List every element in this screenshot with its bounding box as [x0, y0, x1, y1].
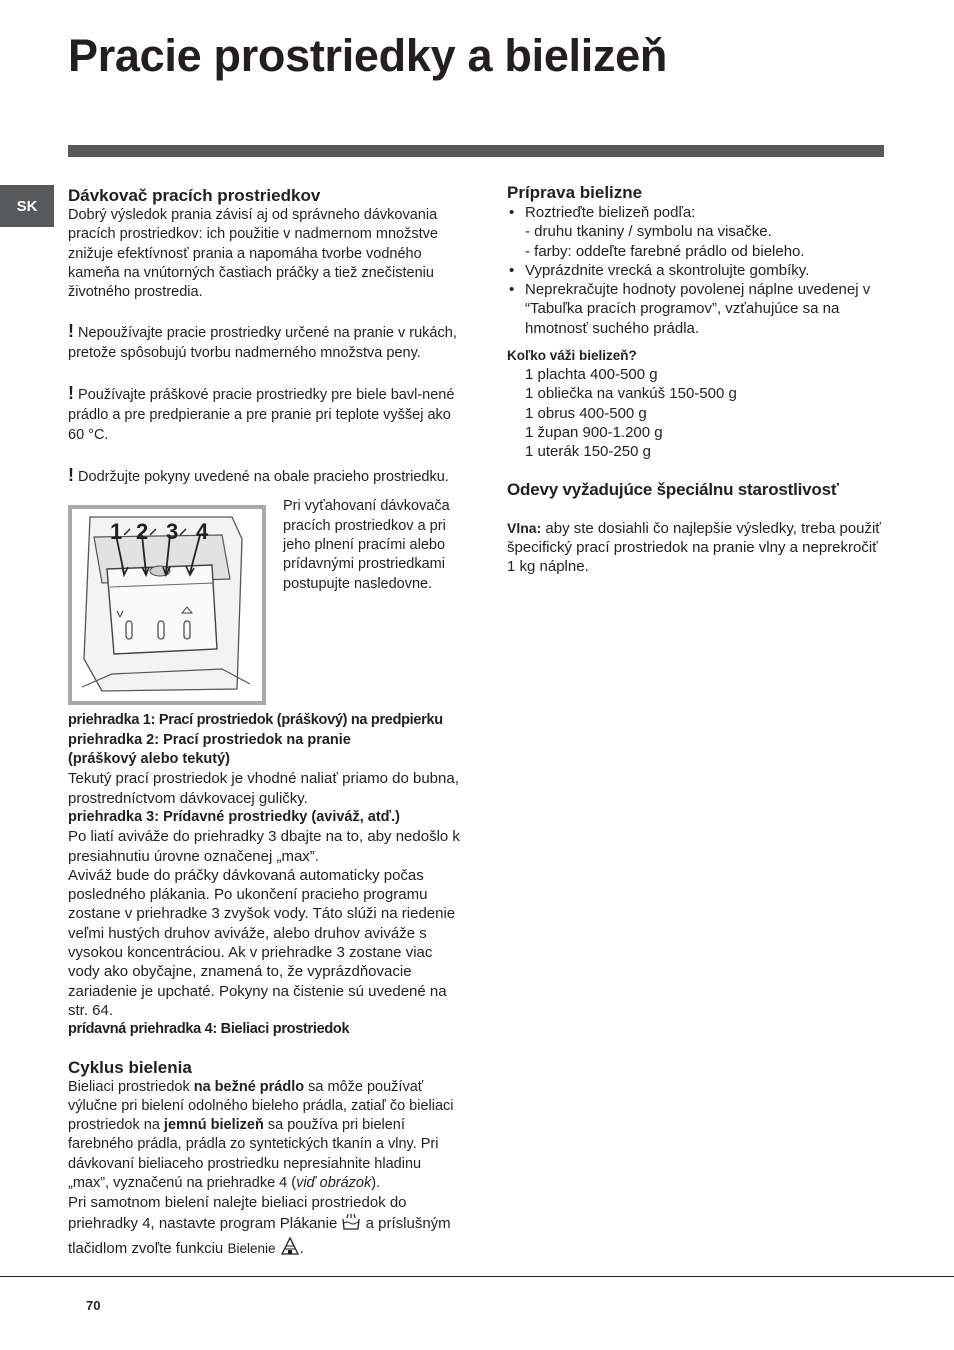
list-item [507, 261, 882, 280]
compartment-label-3: 3 [166, 519, 179, 545]
warning-icon: ! [68, 465, 74, 486]
header-rule [68, 145, 884, 157]
compartment-2: priehradka 2: Prací prostriedok na pranie [68, 731, 351, 748]
warning-icon: ! [68, 383, 74, 404]
compartment-2-sub: (práškový alebo tekutý) [68, 751, 230, 768]
rinse-icon [341, 1213, 361, 1236]
bleach-text: sa môže používať výlučne pri bielení odolného bieleho prádla, zatiaľ čo bieliaci prostriedok na [68, 1078, 454, 1134]
bleach-function-label: Bielenie [227, 1240, 276, 1256]
prep-heading: Príprava bielizne [507, 183, 643, 202]
list-item [507, 280, 882, 338]
sort-sub-2: - farby: oddeľte farebné prádlo od bieleho. [525, 242, 805, 260]
compartment-2-text: Tekutý prací prostriedok je vhodné naliať priamo do bubna, prostredníctvom dávkovacej guličky. [68, 770, 459, 807]
list-item-text: Roztrieďte bielizeň podľa: [525, 204, 696, 221]
weight-item: 1 župan 900-1.200 g [525, 423, 663, 441]
compartment-label-4: 4 [196, 519, 209, 545]
dispenser-figure-row [68, 498, 463, 705]
language-tab: SK [0, 185, 54, 227]
list-item-text: Neprekračujte hodnoty povolenej náplne uvedenej v “Tabuľka pracích programov”, vzťahujúce sa na hmotnosť suchého prádla. [525, 281, 871, 337]
warning-3-text: Dodržujte pokyny uvedené na obale pracieho prostriedku. [78, 469, 449, 486]
weights-list [507, 365, 882, 461]
figure-caption: Pri vyťahovaní dávkovača pracích prostriedkov a pri jeho plnení pracími alebo prídavnými prostriedkami postupujte nasledovne. [283, 498, 450, 592]
warning-2 [68, 383, 463, 445]
bleach-heading: Cyklus bielenia [68, 1057, 192, 1077]
dispenser-heading: Dávkovač pracích prostriedkov [68, 186, 321, 205]
page-title: Pracie prostriedky a bielizeň [68, 30, 668, 81]
compartment-label-1: 1 [110, 519, 123, 545]
bleach-delicate-label: jemnú bielizeň [163, 1117, 264, 1134]
wool-paragraph [507, 519, 882, 577]
compartment-1: priehradka 1: Prací prostriedok (práškový) na predpierku [68, 712, 443, 729]
compartment-3-text: Po liatí aviváže do priehradky 3 dbajte na to, aby nedošlo k presiahnutiu úrovne označenej „max”. [68, 828, 460, 865]
care-heading: Odevy vyžadujúce špeciálnu starostlivosť [507, 479, 839, 499]
bleach-text: . [299, 1239, 304, 1257]
prep-list-2 [507, 261, 882, 338]
page-number: 70 [86, 1298, 101, 1313]
bleach-icon [280, 1236, 300, 1261]
wool-text: aby ste dosiahli čo najlepšie výsledky, treba použiť špecifický prací prostriedok na pranie vlny a neprekročiť 1 kg náplne. [507, 519, 881, 576]
footer-rule [0, 1276, 954, 1277]
bleach-text: Pri samotnom bielení nalejte bieliaci prostriedok do priehradky 4, nastavte program Plákanie [68, 1194, 407, 1232]
prep-list [507, 203, 882, 222]
warning-icon: ! [68, 321, 74, 342]
list-item-text: Vyprázdnite vrecká a skontrolujte gombíky. [525, 261, 810, 279]
compartment-4: prídavná priehradka 4: Bieliaci prostriedok [68, 1021, 350, 1038]
warning-1 [68, 321, 463, 363]
warning-3 [68, 465, 463, 487]
bleach-text: a príslušným tlačidlom zvoľte funkciu [68, 1214, 451, 1257]
compartment-3-text-2: Aviváž bude do práčky dávkovaná automaticky počas posledného plákania. Po ukončení pracieho programu zostane v priehradke 3 zvyšok vody. Táto slúži na riedenie veľmi hustých druhov aviváže, alebo druhov aviváže s vysokou koncentráciou. Ak v priehradke 3 zostane viac vody ako obyčajne, znamená to, že vyprázdňovacie zariadenie je upchaté. Pokyny na čistenie sú uvedené na str. 64. [68, 866, 456, 1019]
weight-item: 1 plachta 400-500 g [525, 366, 658, 384]
bleach-text: ). [371, 1175, 381, 1192]
compartment-label-2: 2 [136, 519, 149, 545]
warning-2-text: Používajte práškové pracie prostriedky pre biele bavl-nené prádlo a pre predpieranie a pre pranie pri teplote vyššej ako 60 °C. [68, 387, 455, 444]
left-column [68, 186, 463, 1261]
weigh-heading: Koľko váži bielizeň? [507, 348, 637, 364]
list-item [507, 203, 882, 222]
weight-item: 1 obrus 400-500 g [525, 404, 647, 422]
dispenser-intro: Dobrý výsledok prania závisí aj od správneho dávkovania pracích prostriedkov: ich použitie v nadmernom množstve znižuje efektívnosť prania a napomáha tvorbe vodného kameňa na vnútorných častiach práčky a tiež znečisteniu životného prostredia. [68, 207, 438, 301]
dispenser-figure [68, 505, 266, 705]
bleach-paragraph-1 [68, 1078, 463, 1194]
compartment-3: priehradka 3: Prídavné prostriedky (aviváž, atď.) [68, 808, 400, 825]
detergent-drawer-illustration [72, 509, 262, 701]
bleach-paragraph-2 [68, 1193, 463, 1261]
sort-sub-1: - druhu tkaniny / symbolu na visačke. [525, 223, 772, 241]
wool-label: Vlna: [507, 519, 542, 536]
bleach-normal-label: na bežné prádlo [193, 1078, 305, 1095]
right-column [507, 183, 882, 576]
weight-item: 1 uterák 150-250 g [525, 443, 651, 461]
bleach-text: Bieliaci prostriedok [68, 1078, 194, 1095]
weight-item: 1 obliečka na vankúš 150-500 g [525, 385, 737, 403]
bleach-text: sa používa pri bielení farebného prádla, prádla zo syntetických tkanín a vlny. Pri dávkovaní bieliaceho prostriedku nepresiahnite hladinu „max”, vyznačenú na priehradke 4 ( [68, 1117, 439, 1192]
see-figure-note: viď obrázok [296, 1175, 372, 1192]
warning-1-text: Nepoužívajte pracie prostriedky určené na pranie v rukách, pretože spôsobujú tvorbu nadmerného množstva peny. [68, 325, 457, 362]
